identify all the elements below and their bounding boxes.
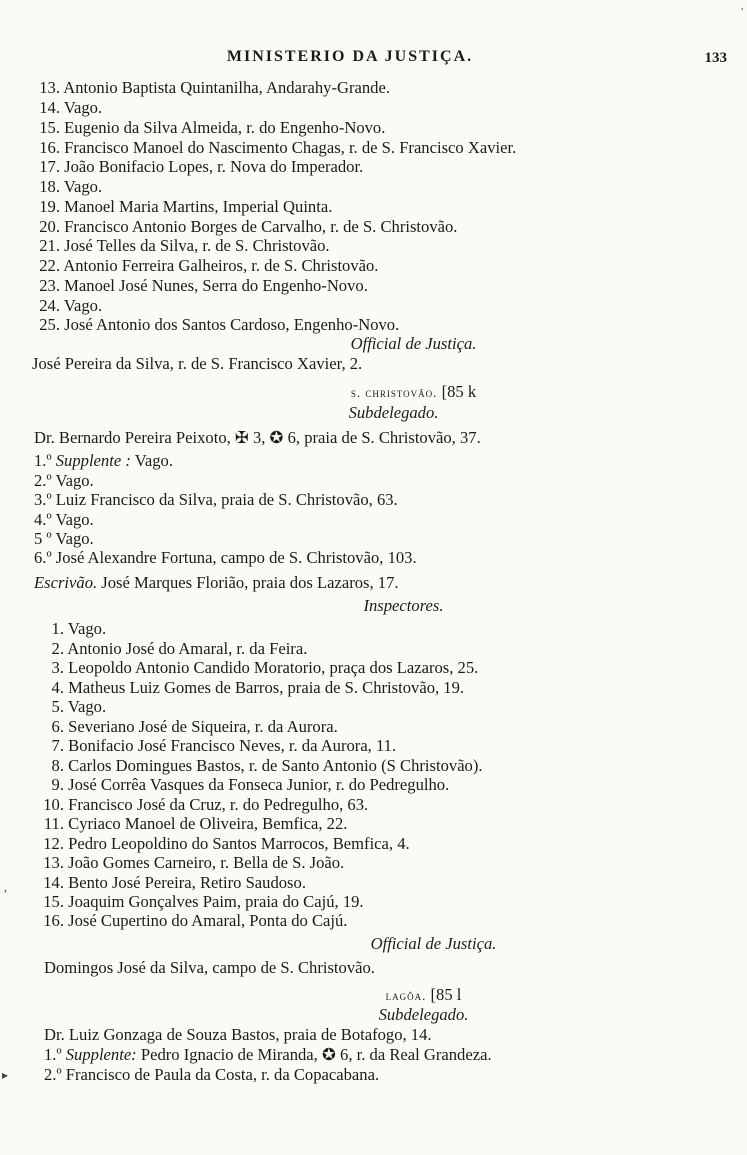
- inspector-row: 16. José Cupertino do Amaral, Ponta do Cajú.: [43, 911, 348, 930]
- margin-mark: ,: [4, 880, 7, 894]
- inspector-row: 12. Pedro Leopoldino do Santos Marrocos, Bemfica, 4.: [43, 834, 410, 853]
- inspector-row: 3. Leopoldo Antonio Candido Moratorio, praça dos Lazaros, 25.: [51, 658, 479, 677]
- list-item: 19. Manoel Maria Martins, Imperial Quinta.: [39, 197, 333, 216]
- supplente-row: 1.º Supplente: Pedro Ignacio de Miranda, ✪ 6, r. da Real Grandeza.: [44, 1045, 492, 1064]
- inspector-row: 9. José Corrêa Vasques da Fonseca Junior, r. do Pedregulho.: [51, 775, 450, 794]
- page-number: 133: [704, 50, 727, 66]
- official-heading: Official de Justiça.: [350, 334, 477, 353]
- inspector-row: 1. Vago.: [51, 619, 107, 638]
- list-item: 18. Vago.: [39, 177, 103, 196]
- inspector-row: 6. Severiano José de Siqueira, r. da Aurora.: [51, 717, 338, 736]
- inspector-row: 2. Antonio José do Amaral, r. da Feira.: [51, 639, 308, 658]
- official-text: Domingos José da Silva, campo de S. Christovão.: [44, 958, 375, 977]
- subdelegado-text: Dr. Luiz Gonzaga de Souza Bastos, praia de Botafogo, 14.: [44, 1025, 432, 1044]
- inspector-row: 8. Carlos Domingues Bastos, r. de Santo Antonio (S Christovão).: [51, 756, 483, 775]
- supplente-row: 4.º Vago.: [34, 510, 94, 529]
- section-title: lagôa. [85 l: [385, 985, 462, 1004]
- page-title: MINISTERIO DA JUSTIÇA.: [226, 48, 474, 65]
- edge-mark: ': [741, 7, 743, 18]
- inspector-row: 7. Bonifacio José Francisco Neves, r. da Aurora, 11.: [51, 736, 397, 755]
- official-heading: Official de Justiça.: [370, 934, 497, 953]
- list-item: 14. Vago.: [39, 98, 103, 117]
- list-item: 23. Manoel José Nunes, Serra do Engenho-Novo.: [39, 276, 368, 295]
- section-title: s. christovão. [85 k: [350, 382, 477, 401]
- list-item: 25. José Antonio dos Santos Cardoso, Engenho-Novo.: [39, 315, 400, 334]
- inspector-row: 4. Matheus Luiz Gomes de Barros, praia de S. Christovão, 19.: [51, 678, 465, 697]
- supplente-row: 1.º Supplente : Vago.: [34, 451, 173, 470]
- inspector-row: 15. Joaquim Gonçalves Paim, praia do Cajú, 19.: [43, 892, 364, 911]
- list-item: 17. João Bonifacio Lopes, r. Nova do Imperador.: [39, 157, 364, 176]
- supplente-row: 2.º Vago.: [34, 471, 94, 490]
- subdelegado-text: Dr. Bernardo Pereira Peixoto, ✠ 3, ✪ 6, praia de S. Christovão, 37.: [34, 428, 481, 447]
- list-item: 20. Francisco Antonio Borges de Carvalho, r. de S. Christovão.: [39, 217, 458, 236]
- list-item: 16. Francisco Manoel do Nascimento Chagas, r. de S. Francisco Xavier.: [39, 138, 517, 157]
- inspector-row: 5. Vago.: [51, 697, 107, 716]
- inspector-row: 11. Cyriaco Manoel de Oliveira, Bemfica, 22.: [43, 814, 348, 833]
- supplente-row: 6.º José Alexandre Fortuna, campo de S. Christovão, 103.: [34, 548, 417, 567]
- list-item: 24. Vago.: [39, 296, 103, 315]
- margin-mark: ▸: [2, 1068, 9, 1082]
- subdelegado-heading: Subdelegado.: [348, 403, 439, 422]
- list-item: 13. Antonio Baptista Quintanilha, Andarahy-Grande.: [39, 78, 390, 97]
- list-item: 15. Eugenio da Silva Almeida, r. do Engenho-Novo.: [39, 118, 386, 137]
- inspector-row: 14. Bento José Pereira, Retiro Saudoso.: [43, 873, 306, 892]
- supplente-row: 2.º Francisco de Paula da Costa, r. da Copacabana.: [44, 1065, 380, 1084]
- inspector-row: 13. João Gomes Carneiro, r. Bella de S. João.: [43, 853, 345, 872]
- escrivao-row: Escrivão. José Marques Florião, praia dos Lazaros, 17.: [34, 573, 399, 592]
- official-text: José Pereira da Silva, r. de S. Francisco Xavier, 2.: [32, 354, 363, 373]
- supplente-row: 3.º Luiz Francisco da Silva, praia de S. Christovão, 63.: [34, 490, 398, 509]
- supplente-row: 5 º Vago.: [34, 529, 94, 548]
- list-item: 22. Antonio Ferreira Galheiros, r. de S. Christovão.: [39, 256, 379, 275]
- inspector-row: 10. Francisco José da Cruz, r. do Pedregulho, 63.: [43, 795, 369, 814]
- inspectores-heading: Inspectores.: [363, 596, 444, 615]
- list-item: 21. José Telles da Silva, r. de S. Christovão.: [39, 236, 330, 255]
- subdelegado-heading: Subdelegado.: [378, 1005, 469, 1024]
